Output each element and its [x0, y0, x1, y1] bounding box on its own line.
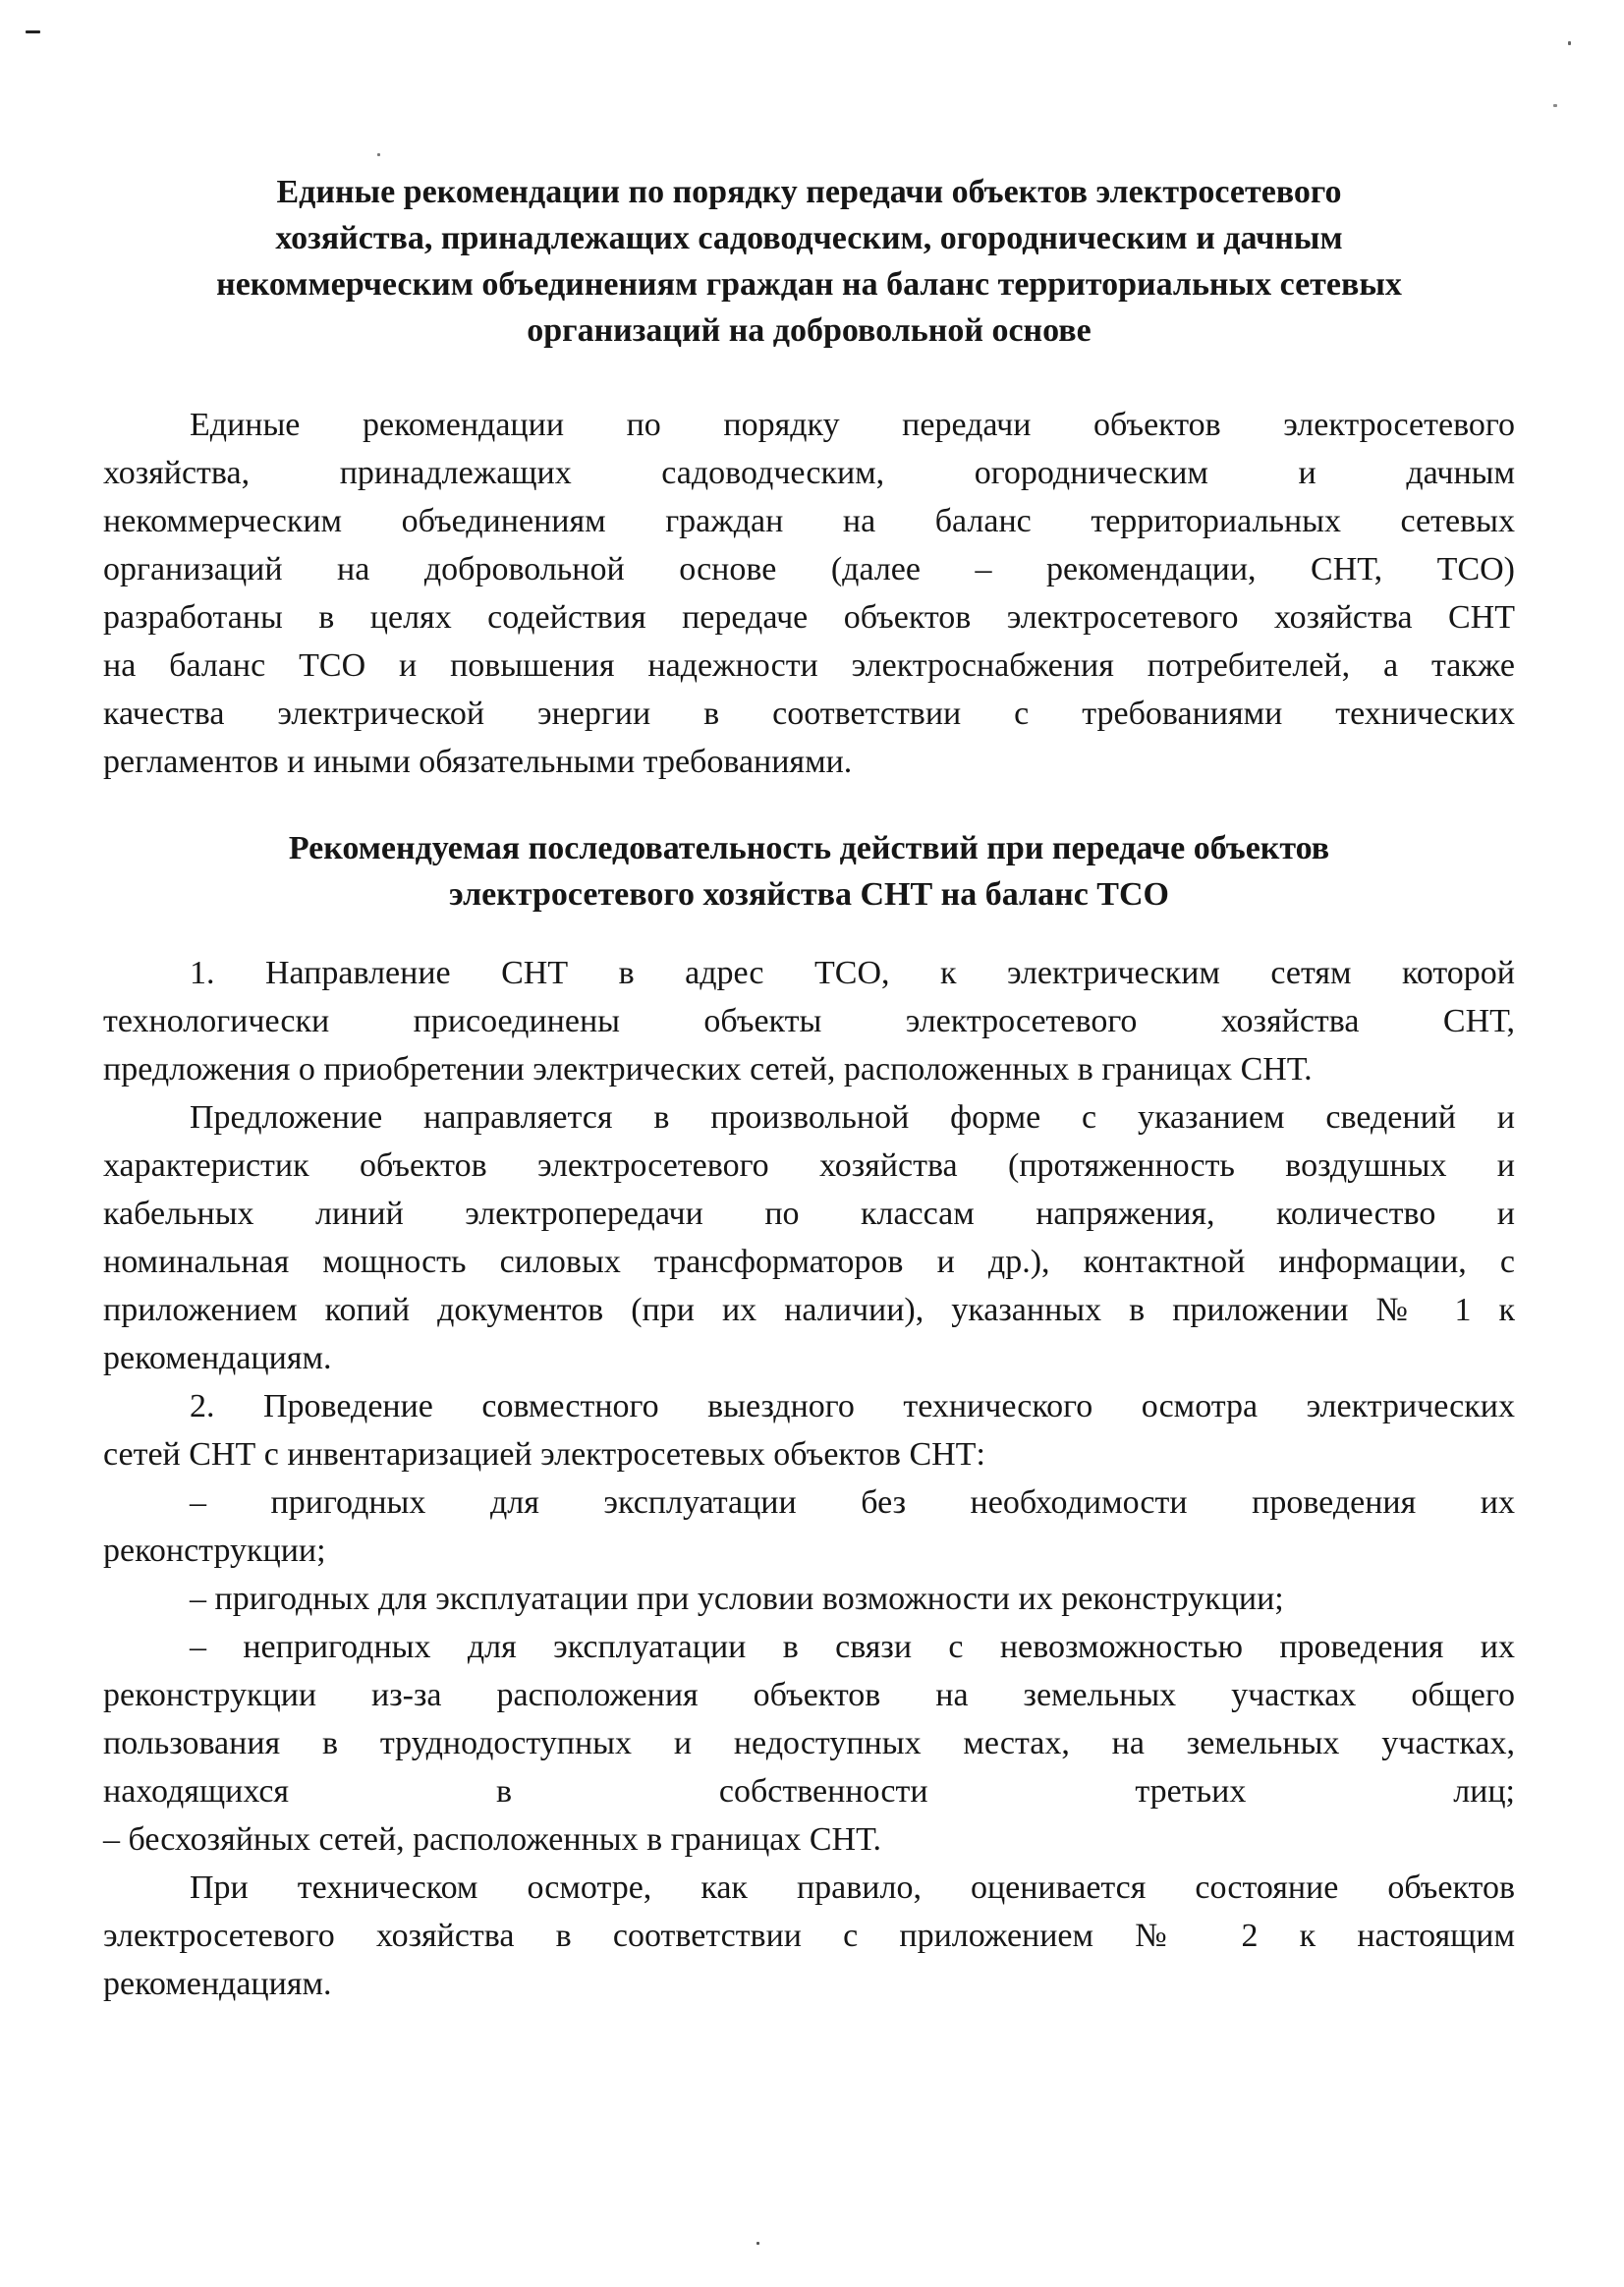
text-line: Единые рекомендации по порядку передачи объектов электросетевого: [190, 407, 1515, 443]
text-line: Рекомендуемая последовательность действий при передаче объектов: [288, 830, 1330, 866]
text-line: хозяйства, принадлежащих садоводческим, огородническим и дачным: [103, 455, 1515, 491]
text-line: находящихся в собственности третьих лиц;: [103, 1773, 1515, 1810]
list-item-fit-with-reconstruction: [103, 1575, 1515, 1623]
text-line: рекомендациям.: [103, 1966, 332, 2002]
text-line: электросетевого хозяйства СНТ на баланс ТСО: [449, 876, 1169, 913]
list-item-unfit-and-ownerless: [103, 1623, 1515, 1864]
text-line: электросетевого хозяйства в соответствии с приложением № 2 к настоящим: [103, 1918, 1515, 1954]
text-line: на баланс ТСО и повышения надежности электроснабжения потребителей, а также: [103, 647, 1515, 684]
text-line: качества электрической энергии в соответствии с требованиями технических: [103, 696, 1515, 732]
text-line: – бесхозяйных сетей, расположенных в границах СНТ.: [103, 1821, 881, 1858]
paragraph-final: [103, 1864, 1515, 2008]
text-line: 2. Проведение совместного выездного технического осмотра электрических: [190, 1388, 1515, 1424]
text-line: реконструкции;: [103, 1533, 326, 1569]
text-line: сетей СНТ с инвентаризацией электросетевых объектов СНТ:: [103, 1436, 985, 1473]
text-line: – непригодных для эксплуатации в связи с невозможностью проведения их: [190, 1629, 1515, 1665]
text-line: Предложение направляется в произвольной форме с указанием сведений и: [190, 1099, 1515, 1136]
paragraph-intro: [103, 401, 1515, 786]
text-line: предложения о приобретении электрических сетей, расположенных в границах СНТ.: [103, 1051, 1313, 1088]
section-heading: [103, 825, 1515, 918]
text-line: некоммерческим объединениям граждан на баланс территориальных сетевых: [216, 266, 1402, 303]
text-line: – пригодных для эксплуатации при условии возможности их реконструкции;: [190, 1581, 1284, 1617]
text-line: реконструкции из-за расположения объектов на земельных участках общего: [103, 1677, 1515, 1713]
paragraph-step-2: [103, 1382, 1515, 1478]
text-line: Единые рекомендации по порядку передачи объектов электросетевого: [276, 174, 1342, 210]
text-line: рекомендациям.: [103, 1340, 332, 1376]
scan-artifact-speck: [1568, 41, 1571, 45]
text-line: характеристик объектов электросетевого хозяйства (протяженность воздушных и: [103, 1147, 1515, 1184]
scan-artifact-dash: [26, 30, 40, 33]
paragraph-proposal: [103, 1093, 1515, 1382]
text-line: регламентов и иными обязательными требованиями.: [103, 744, 853, 780]
text-line: организаций на добровольной основе: [527, 312, 1092, 349]
document-title: [103, 0, 1515, 354]
paragraph-step-1: [103, 949, 1515, 1093]
scan-artifact-speck: [1553, 104, 1557, 107]
text-line: кабельных линий электропередачи по классам напряжения, количество и: [103, 1196, 1515, 1232]
text-line: пользования в труднодоступных и недоступных местах, на земельных участках,: [103, 1725, 1515, 1761]
text-line: номинальная мощность силовых трансформаторов и др.), контактной информации, с: [103, 1244, 1515, 1280]
text-line: При техническом осмотре, как правило, оценивается состояние объектов: [190, 1869, 1515, 1906]
scan-artifact-speck: [756, 2242, 759, 2245]
text-line: хозяйства, принадлежащих садоводческим, огородническим и дачным: [275, 220, 1343, 256]
text-line: 1. Направление СНТ в адрес ТСО, к электрическим сетям которой: [190, 955, 1515, 991]
text-line: некоммерческим объединениям граждан на баланс территориальных сетевых: [103, 503, 1515, 539]
document-content: [103, 0, 1515, 2008]
list-item-fit-no-reconstruction: [103, 1478, 1515, 1575]
text-line: приложением копий документов (при их наличии), указанных в приложении № 1 к: [103, 1292, 1515, 1328]
text-line: технологически присоединены объекты электросетевого хозяйства СНТ,: [103, 1003, 1515, 1039]
text-line: – пригодных для эксплуатации без необходимости проведения их: [190, 1484, 1515, 1521]
text-line: организаций на добровольной основе (далее – рекомендации, СНТ, ТСО): [103, 551, 1515, 587]
text-line: разработаны в целях содействия передаче объектов электросетевого хозяйства СНТ: [103, 599, 1515, 636]
